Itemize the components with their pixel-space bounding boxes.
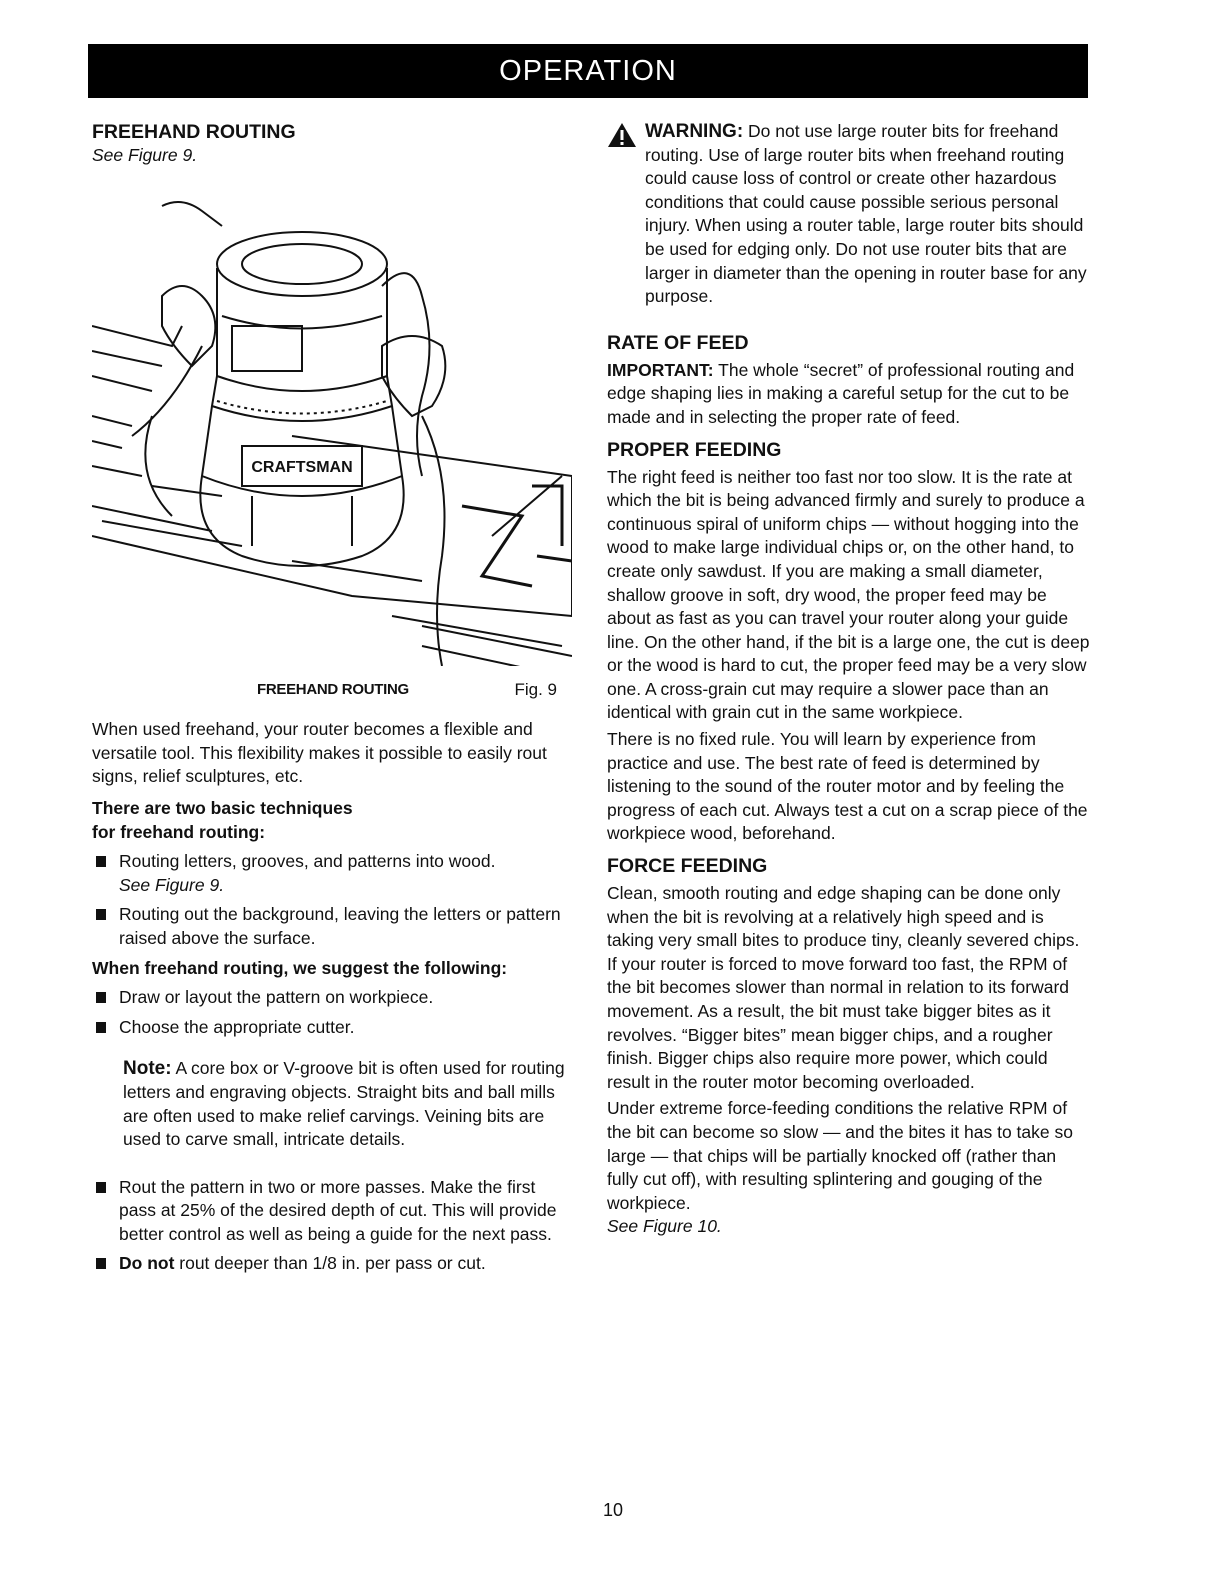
warning-label: WARNING: [645,121,744,142]
force-feeding-p2: Under extreme force-feeding conditions the relative RPM of the bit can become so slow — and the bites it has to take so large — that chips will be partially knocked off (rather than fully cut off), with resulting splintering and gouging of the workpiece. [607,1098,1073,1213]
see-figure-ref: See Figure 9. [92,145,198,165]
section-banner [88,44,1088,98]
left-column [92,120,572,1276]
suggestion-1: Draw or layout the pattern on workpiece. [119,987,434,1008]
bullet-square-icon [96,856,106,867]
figure-caption [92,678,557,702]
rate-of-feed-heading: RATE OF FEED [607,331,749,354]
proper-feeding-p1: The right feed is neither too fast nor too slow. It is the rate at which the bit is being advanced firmly and surely to produce a continuous spiral of uniform chips — without hogging into the wood to make large individual chips or, on the other hand, to create only sawdust. If you are making a small diameter, shallow groove in soft, dry wood, the proper feed may be about as fast as you can travel your router along your guide line. On the other hand, if the bit is a large one, the cut is deep or the wood is hard to cut, the proper feed may be a very slow one. A cross-grain cut may require a slower pace than an identical with grain cut in the same workpiece. [607,466,1090,723]
technique-1-text: Routing letters, grooves, and patterns into wood. [119,851,496,872]
list-item [92,850,572,897]
note-label: Note: [123,1058,172,1080]
right-column [607,120,1092,1239]
freehand-heading: FREEHAND ROUTING [92,121,296,143]
warning-text: Do not use large router bits for freehand routing. Use of large router bits when freehand routing could cause loss of control or create other hazardous conditions that could cause possible serious personal injury. When using a router table, large router bits should be used for edging only. Do not use router bits that are larger in diameter than the opening in router base for any purpose. [645,121,1087,307]
do-not-label: Do not [119,1253,175,1274]
important-label: IMPORTANT: [607,359,714,380]
router-illustration [92,176,572,666]
list-item [92,1252,572,1276]
section-title: OPERATION [499,54,677,87]
bullet-square-icon [96,1258,106,1269]
proper-feeding-p2: There is no fixed rule. You will learn by experience from practice and use. The best rate of feed is determined by listening to the sound of the router motor and by feeling the progress of each cut. Always test a cut on a scrap piece of the workpiece wood, beforehand. [607,729,1088,844]
page-number: 10 [602,1500,624,1520]
force-feeding-heading: FORCE FEEDING [607,855,768,878]
warning-block [607,120,1092,309]
list-item [92,903,572,950]
depth-limit-text: rout deeper than 1/8 in. per pass or cut. [174,1253,486,1274]
bullet-square-icon [96,909,106,920]
proper-feeding-heading: PROPER FEEDING [607,438,782,461]
technique-1-ref: See Figure 9. [119,874,225,895]
force-feeding-p1: Clean, smooth routing and edge shaping can be done only when the bit is revolving at a relatively high speed and is taking very small bites to produce tiny, cleanly severed chips. If your router is forced to move forward too fast, the RPM of the bit becomes slower than normal in relation to its forward movement. As a result, the bit must take bigger bites as it revolves. “Bigger bites” mean bigger chips, and a rougher finish. Bigger chips also require more power, which could result in the router motor becoming overloaded. [607,883,1080,1092]
caption-fig-number: Fig. 9 [514,679,557,699]
suggest-heading: When freehand routing, we suggest the following: [92,957,508,978]
techniques-heading-2: for freehand routing: [92,821,266,842]
bullet-square-icon [96,992,106,1003]
list-item [92,1016,572,1040]
important-paragraph [607,359,1092,430]
bullet-square-icon [96,1022,106,1033]
important-text: The whole “secret” of professional routing and edge shaping lies in making a careful setup for the cut to be made and in selecting the proper rate of feed. [607,359,1075,427]
figure-10-ref: See Figure 10. [607,1216,722,1237]
caption-title: FREEHAND ROUTING [257,680,409,698]
note-text: A core box or V-groove bit is often used for routing letters and engraving objects. Straight bits and ball mills are often used to make relief carvings. Veining bits are used to carve small, intricate details. [123,1058,565,1150]
suggestion-2: Choose the appropriate cutter. [119,1016,355,1037]
techniques-heading-1: There are two basic techniques [92,797,353,818]
intro-paragraph: When used freehand, your router becomes a flexible and versatile tool. This flexibility makes it possible to easily rout signs, relief sculptures, etc. [92,719,547,787]
figure-9 [92,176,572,666]
warning-triangle-icon [607,122,645,309]
note-box [92,1057,572,1151]
bullet-square-icon [96,1182,106,1193]
list-item [92,1176,572,1247]
technique-2-text: Routing out the background, leaving the letters or pattern raised above the surface. [119,904,561,948]
suggestion-3: Rout the pattern in two or more passes. Make the first pass at 25% of the desired depth of cut. This will provide better control as well as being a guide for the next pass. [119,1176,557,1244]
brand-label: CRAFTSMAN [251,458,353,476]
list-item [92,986,572,1010]
